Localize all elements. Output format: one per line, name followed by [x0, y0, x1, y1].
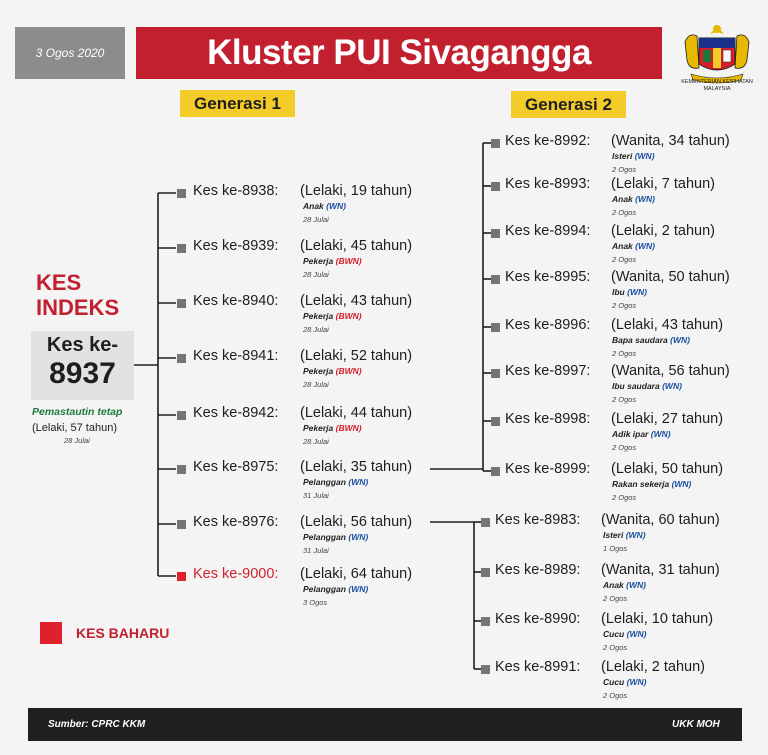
case-relation	[303, 423, 362, 433]
case-relation	[303, 366, 362, 376]
case-date: 2 Ogos	[612, 165, 637, 174]
case-number: Kes ke-8940:	[193, 293, 279, 309]
relation-text: Pelanggan	[303, 584, 346, 594]
relation-text: Anak	[603, 580, 624, 590]
case-date: 2 Ogos	[612, 349, 637, 358]
case-number: Kes ke-8996:	[505, 317, 591, 333]
citizenship-status: (WN)	[348, 477, 369, 487]
case-number: Kes ke-8993:	[505, 176, 591, 192]
case-date: 2 Ogos	[603, 643, 628, 652]
index-title-line-2: INDEKS	[36, 295, 120, 320]
citizenship-status: (WN)	[626, 629, 647, 639]
case-relation	[303, 477, 368, 487]
case-demographic: (Wanita, 34 tahun)	[611, 133, 730, 149]
case-node-marker	[481, 665, 490, 674]
relation-text: Pelanggan	[303, 477, 346, 487]
citizenship-status: (WN)	[635, 194, 655, 204]
citizenship-status: (WN)	[670, 335, 690, 345]
case-demographic: (Lelaki, 50 tahun)	[611, 461, 724, 477]
case-relation	[612, 479, 691, 489]
relation-text: Pekerja	[303, 311, 334, 321]
case-demographic: (Lelaki, 56 tahun)	[300, 514, 413, 530]
case-demographic: (Lelaki, 52 tahun)	[300, 348, 413, 364]
relation-text: Bapa saudara	[612, 335, 668, 345]
date-badge: 3 Ogos 2020	[15, 27, 125, 79]
case-demographic: (Lelaki, 43 tahun)	[611, 317, 724, 333]
ministry-line-2: MALAYSIA	[703, 86, 731, 92]
relation-text: Cucu	[603, 677, 625, 687]
case-number: Kes ke-8942:	[193, 405, 279, 421]
case-date: 2 Ogos	[612, 208, 637, 217]
case-node-marker	[491, 139, 500, 148]
index-case-heading	[36, 270, 119, 320]
case-relation	[603, 580, 646, 590]
relation-text: Pekerja	[303, 256, 334, 266]
relation-text: Isteri	[612, 151, 633, 161]
citizenship-status: (WN)	[348, 532, 369, 542]
case-relation	[303, 584, 368, 594]
case-demographic: (Lelaki, 2 tahun)	[611, 223, 715, 239]
case-demographic: (Lelaki, 45 tahun)	[300, 238, 413, 254]
case-number: Kes ke-8997:	[505, 363, 591, 379]
citizenship-status: (WN)	[634, 151, 655, 161]
relation-text: Anak	[612, 241, 633, 251]
citizenship-status: (BWN)	[335, 256, 362, 266]
relation-text: Cucu	[603, 629, 625, 639]
relation-text: Anak	[612, 194, 633, 204]
citizenship-status: (BWN)	[335, 311, 362, 321]
case-demographic: (Lelaki, 44 tahun)	[300, 405, 413, 421]
generation-1-label: Generasi 1	[180, 90, 295, 117]
case-demographic: (Lelaki, 19 tahun)	[300, 183, 413, 199]
index-title-line-1: KES	[36, 270, 82, 295]
case-date: 2 Ogos	[612, 395, 637, 404]
case-relation	[303, 311, 362, 321]
case-node-marker	[491, 369, 500, 378]
case-node-marker	[177, 354, 186, 363]
case-node-marker	[177, 189, 186, 198]
case-date: 28 Julai	[303, 437, 329, 446]
citizenship-status: (WN)	[650, 429, 671, 439]
case-number: Kes ke-9000:	[193, 566, 279, 582]
case-relation	[612, 241, 655, 251]
case-number: Kes ke-8989:	[495, 562, 581, 578]
case-relation	[303, 532, 368, 542]
case-number: Kes ke-8995:	[505, 269, 591, 285]
relation-text: Isteri	[603, 530, 624, 540]
case-date: 2 Ogos	[612, 301, 637, 310]
footer-source: Sumber: CPRC KKM	[48, 719, 146, 730]
case-node-marker	[491, 275, 500, 284]
case-demographic: (Wanita, 31 tahun)	[601, 562, 720, 578]
case-relation	[612, 287, 647, 297]
case-relation	[603, 677, 646, 687]
case-relation	[612, 429, 671, 439]
relation-text: Pekerja	[303, 423, 334, 433]
case-number: Kes ke-8994:	[505, 223, 591, 239]
case-date: 28 Julai	[303, 380, 329, 389]
case-relation	[303, 256, 362, 266]
case-demographic: (Lelaki, 2 tahun)	[601, 659, 705, 675]
case-relation	[612, 335, 690, 345]
relation-text: Pelanggan	[303, 532, 346, 542]
case-number: Kes ke-8998:	[505, 411, 591, 427]
case-node-marker	[177, 299, 186, 308]
case-relation	[612, 194, 655, 204]
case-demographic: (Wanita, 60 tahun)	[601, 512, 720, 528]
case-node-marker	[177, 520, 186, 529]
case-date: 2 Ogos	[612, 493, 637, 502]
case-node-marker	[177, 465, 186, 474]
case-node-marker	[491, 417, 500, 426]
citizenship-status: (WN)	[635, 241, 655, 251]
case-date: 28 Julai	[303, 325, 329, 334]
case-number: Kes ke-8975:	[193, 459, 279, 475]
case-relation	[303, 201, 346, 211]
case-date: 31 Julai	[303, 546, 329, 555]
citizenship-status: (WN)	[348, 584, 369, 594]
citizenship-status: (WN)	[627, 287, 647, 297]
relation-text: Adik ipar	[612, 429, 649, 439]
case-demographic: (Lelaki, 64 tahun)	[300, 566, 413, 582]
index-case-label: Kes ke-	[46, 334, 119, 356]
case-node-marker	[481, 568, 490, 577]
case-relation	[612, 381, 682, 391]
case-node-marker	[491, 229, 500, 238]
case-demographic: (Wanita, 56 tahun)	[611, 363, 730, 379]
case-number: Kes ke-8999:	[505, 461, 591, 477]
case-demographic: (Lelaki, 7 tahun)	[611, 176, 715, 192]
case-demographic: (Lelaki, 43 tahun)	[300, 293, 413, 309]
legend-new-case-swatch	[40, 622, 62, 644]
relation-text: Rakan sekerja	[612, 479, 670, 489]
generation-2-label: Generasi 2	[511, 91, 626, 118]
index-date: 28 Julai	[64, 436, 90, 445]
case-demographic: (Lelaki, 35 tahun)	[300, 459, 413, 475]
index-case-number: 8937	[49, 357, 116, 390]
page-title: Kluster PUI Sivagangga	[136, 27, 662, 79]
citizenship-status: (BWN)	[335, 423, 362, 433]
case-number: Kes ke-8992:	[505, 133, 591, 149]
case-number: Kes ke-8976:	[193, 514, 279, 530]
relation-text: Anak	[303, 201, 324, 211]
case-number: Kes ke-8939:	[193, 238, 279, 254]
case-number: Kes ke-8990:	[495, 611, 581, 627]
case-demographic: (Wanita, 50 tahun)	[611, 269, 730, 285]
relation-text: Ibu	[612, 287, 625, 297]
case-node-marker	[481, 617, 490, 626]
case-date: 3 Ogos	[303, 598, 328, 607]
case-relation	[603, 629, 646, 639]
case-node-marker	[491, 323, 500, 332]
citizenship-status: (WN)	[626, 580, 646, 590]
case-date: 2 Ogos	[603, 594, 628, 603]
relation-text: Ibu saudara	[612, 381, 660, 391]
case-date: 1 Ogos	[603, 544, 628, 553]
citizenship-status: (WN)	[326, 201, 346, 211]
case-number: Kes ke-8938:	[193, 183, 279, 199]
citizenship-status: (WN)	[671, 479, 692, 489]
case-demographic: (Lelaki, 10 tahun)	[601, 611, 714, 627]
index-residency: Pemastautin tetap	[32, 406, 123, 418]
case-node-marker	[491, 182, 500, 191]
case-node-marker	[177, 411, 186, 420]
case-demographic: (Lelaki, 27 tahun)	[611, 411, 724, 427]
case-date: 28 Julai	[303, 215, 329, 224]
case-relation	[603, 530, 646, 540]
case-number: Kes ke-8991:	[495, 659, 581, 675]
case-number: Kes ke-8983:	[495, 512, 581, 528]
case-date: 2 Ogos	[612, 443, 637, 452]
relation-text: Pekerja	[303, 366, 334, 376]
index-demographic: (Lelaki, 57 tahun)	[32, 422, 117, 434]
footer-credit: UKK MOH	[672, 719, 720, 730]
citizenship-status: (WN)	[662, 381, 682, 391]
citizenship-status: (WN)	[625, 530, 646, 540]
citizenship-status: (WN)	[626, 677, 647, 687]
case-node-marker	[491, 467, 500, 476]
legend-new-case-label: KES BAHARU	[76, 625, 170, 641]
case-node-marker	[177, 572, 186, 581]
case-date: 2 Ogos	[603, 691, 628, 700]
case-number: Kes ke-8941:	[193, 348, 279, 364]
case-node-marker	[177, 244, 186, 253]
case-relation	[612, 151, 655, 161]
case-date: 28 Julai	[303, 270, 329, 279]
case-date: 2 Ogos	[612, 255, 637, 264]
ministry-line-1: KEMENTERIAN KESIHATAN	[681, 79, 753, 85]
citizenship-status: (BWN)	[335, 366, 362, 376]
case-node-marker	[481, 518, 490, 527]
case-date: 31 Julai	[303, 491, 329, 500]
